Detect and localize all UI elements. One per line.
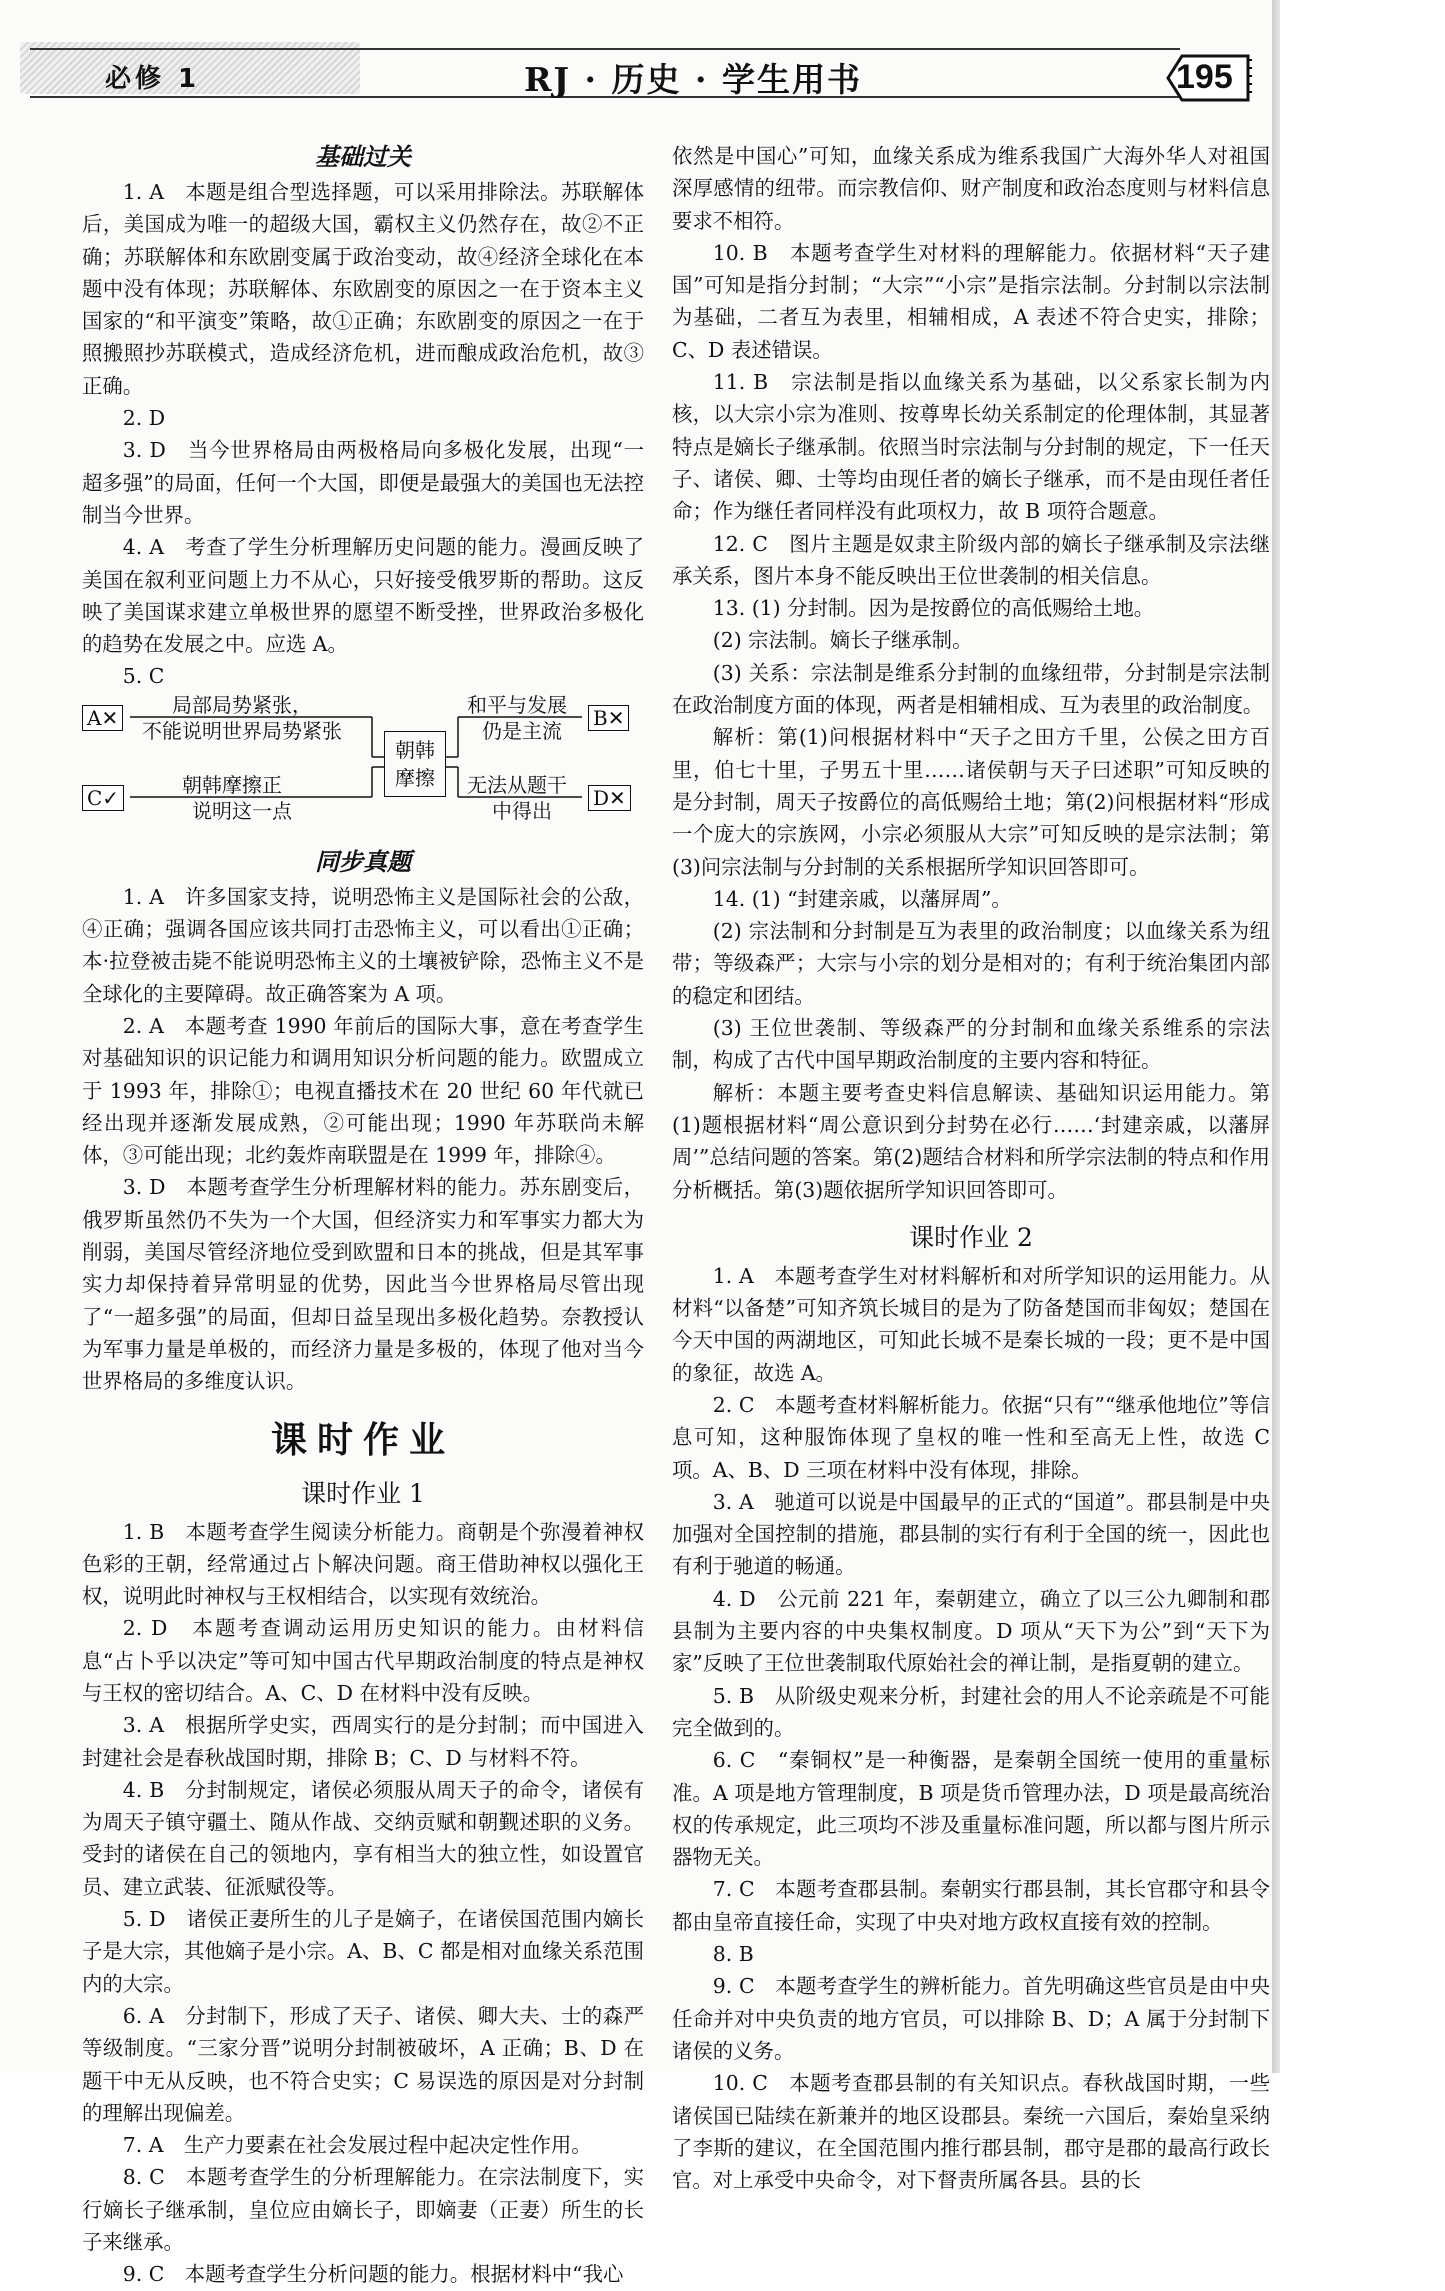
answer-item: 3. D 当今世界格局由两极格局向多极化发展，出现“一超多强”的局面，任何一个大国，即便是最强大的美国也无法控制当今世界。 [82, 438, 644, 527]
diagram-c-line1: 朝韩摩擦正 [182, 772, 282, 797]
diagram-a-line1: 局部局势紧张， [172, 692, 312, 717]
diagram-option-d: D✕ [588, 785, 631, 811]
answer-item: 10. C 本题考查郡县制的有关知识点。春秋战国时期，一些诸侯国已陆续在新兼并的地区设郡县。秦统一六国后，秦始皇采纳了李斯的建议，在全国范围内推行郡县制，郡守是郡的最高行政长官。对上承受中央命令，对下督责所属各县。县的长 [672, 2071, 1270, 2193]
answer-item: 9. C 本题考查学生的辨析能力。首先明确这些官员是由中央任命并对中央负责的地方官员，可以排除 B、D；A 属于分封制下诸侯的义务。 [672, 1974, 1270, 2063]
answer-item: 1. A 本题是组合型选择题，可以采用排除法。苏联解体后，美国成为唯一的超级大国，霸权主义仍然存在，故②不正确；苏联解体和东欧剧变属于政治变动，故④经济全球化在本题中没有体现；苏联解体、东欧剧变的原因之一在于资本主义国家的“和平演变”策略，故①正确；东欧剧变的原因之一在于照搬照抄苏联模式，造成经济危机，进而酿成政治危机，故③正确。 [82, 180, 644, 398]
answer-item: (3) 王位世袭制、等级森严的分封制和血缘关系维系的宗法制，构成了古代中国早期政治制度的主要内容和特征。 [672, 1016, 1270, 1073]
answer-item: 5. B 从阶级史观来分析，封建社会的用人不论亲疏是不可能完全做到的。 [672, 1683, 1270, 1740]
answer-item: 9. C 本题考查学生分析问题的能力。根据材料中“我心 [122, 2262, 624, 2287]
answer-item: (2) 宗法制。嫡长子继承制。 [712, 628, 973, 653]
left-column [82, 138, 644, 2291]
answer-item: 6. A 分封制下，形成了天子、诸侯、卿大夫、士的森严等级制度。“三家分晋”说明分封制被破坏，A 正确；B、D 在题干中无从反映，也不符合史实；C 易误选的原因是对分封制的理解出现偏差。 [82, 2003, 644, 2125]
diagram-c-line2: 说明这一点 [192, 798, 292, 823]
answer-item: 14. (1) “封建亲戚，以藩屏周”。 [712, 886, 1012, 911]
answer-item: 解析：本题主要考查史料信息解读、基础知识运用能力。第(1)题根据材料“周公意识到分封势在必行……‘封建亲戚，以藩屏周’”总结问题的答案。第(2)题结合材料和所学宗法制的特点和作用分析概括。第(3)题依据所学知识回答即可。 [672, 1080, 1270, 1202]
header-volume: 必修 1 [105, 64, 201, 94]
diagram-b-line2: 仍是主流 [482, 718, 562, 743]
answer-item: 5. C [122, 664, 165, 689]
answer-item: 6. C “秦铜权”是一种衡器，是秦朝全国统一使用的重量标准。A 项是地方管理制度，B 项是货币管理办法，D 项是最高统治权的传承规定，此三项均不涉及重量标准问题，所以都与图片所示器物无关。 [672, 1748, 1270, 1870]
answer-item: 1. A 许多国家支持，说明恐怖主义是国际社会的公敌，④正确；强调各国应该共同打击恐怖主义，可以看出①正确；本·拉登被击毙不能说明恐怖主义的土壤被铲除，恐怖主义不是全球化的主要障碍。故正确答案为 A 项。 [82, 884, 644, 1006]
header-title: RJ · 历史 · 学生用书 [524, 60, 862, 99]
answer-item: 2. A 本题考查 1990 年前后的国际大事，意在考查学生对基础知识的识记能力和调用知识分析问题的能力。欧盟成立于 1993 年，排除①；电视直播技术在 20 世纪 60 年代就已经出现并逐渐发展成熟，②可能出现；1990 年苏联尚未解体，③可能出现；北约轰炸南联盟是在 1999 年，排除④。 [82, 1013, 644, 1168]
answer-item: 2. D 本题考查调动运用历史知识的能力。由材料信息“占卜乎以决定”等可知中国古代早期政治制度的特点是神权与王权的密切结合。A、C、D 在材料中没有反映。 [82, 1616, 644, 1705]
diagram-center-box [384, 731, 446, 797]
answer-item: 7. A 生产力要素在社会发展过程中起决定性作用。 [122, 2133, 592, 2158]
subsection-title-1: 课时作业 1 [301, 1478, 425, 1508]
answer-item: (3) 关系：宗法制是维系分封制的血缘纽带，分封制是宗法制在政治制度方面的体现，两者是相辅相成、互为表里的政治制度。 [672, 660, 1270, 718]
diagram-option-a: A✕ [82, 705, 123, 731]
answer-item: 7. C 本题考查郡县制。秦朝实行郡县制，其长官郡守和县令都由皇帝直接任命，实现了中央对地方政权直接有效的控制。 [672, 1877, 1270, 1934]
page-margin [1280, 0, 1445, 2073]
diagram-center-line1: 朝韩 [395, 737, 435, 762]
answer-item: 1. B 本题考查学生阅读分析能力。商朝是个弥漫着神权色彩的王朝，经常通过占卜解决问题。商王借助神权以强化王权，说明此时神权与王权相结合，以实现有效统治。 [82, 1519, 644, 1609]
chapter-title: 课时作业 [270, 1419, 455, 1461]
diagram-b-line1: 和平与发展 [467, 692, 567, 717]
right-column [672, 140, 1270, 2196]
answer-item: 3. A 驰道可以说是中国最早的正式的“国道”。郡县制是中央加强对全国控制的措施，郡县制的实行有利于全国的统一，因此也有利于驰道的畅通。 [672, 1489, 1270, 1579]
answer-item: (2) 宗法制和分封制是互为表里的政治制度；以血缘关系为纽带；等级森严；大宗与小宗的划分是相对的；有利于统治集团内部的稳定和团结。 [672, 919, 1270, 1008]
subsection-title-2: 课时作业 2 [909, 1222, 1033, 1252]
header-rule-top [30, 48, 1180, 50]
analysis-diagram [82, 692, 644, 839]
page-number: 195 [1176, 58, 1233, 96]
answer-item: 2. D [122, 406, 166, 431]
answer-item: 4. D 公元前 221 年，秦朝建立，确立了以三公九卿制和郡县制为主要内容的中央集权制度。D 项从“天下为公”到“天下为家”反映了王位世袭制取代原始社会的禅让制，是指夏朝的建立。 [672, 1586, 1270, 1676]
diagram-center-line2: 摩擦 [395, 765, 435, 790]
diagram-option-c: C✓ [82, 785, 124, 811]
answer-item: 3. D 本题考查学生分析理解材料的能力。苏东剧变后，俄罗斯虽然仍不失为一个大国，但经济实力和军事实力都大为削弱，美国尽管经济地位受到欧盟和日本的挑战，但是其军事实力却保持着异常明显的优势，因此当今世界格局尽管出现了“一超多强”的局面，但却日益呈现出多极化趋势。奈教授认为军事力量是单极的，而经济力量是多极的，体现了他对当今世界格局的多维度认识。 [82, 1175, 644, 1394]
answer-item: 2. C 本题考查材料解析能力。依据“只有”“继承他地位”等信息可知，这种服饰体现了皇权的唯一性和至高无上性，故选 C 项。A、B、D 三项在材料中没有体现，排除。 [672, 1392, 1270, 1482]
answer-item: 5. D 诸侯正妻所生的儿子是嫡子，在诸侯国范围内嫡长子是大宗，其他嫡子是小宗。A、B、C 都是相对血缘关系范围内的大宗。 [82, 1907, 644, 1996]
answer-item: 3. A 根据所学史实，西周实行的是分封制；而中国进入封建社会是春秋战国时期，排除 B；C、D 与材料不符。 [82, 1713, 644, 1770]
answer-item: 解析：第(1)问根据材料中“天子之田方千里，公侯之田方百里，伯七十里，子男五十里……诸侯朝与天子曰述职”可知反映的是分封制，周天子按爵位的高低赐给土地；第(2)问根据材料“形成一个庞大的宗族网，小宗必须服从大宗”可知反映的是宗法制；第(3)问宗法制与分封制的关系根据所学知识回答即可。 [672, 725, 1270, 879]
answer-item: 1. A 本题考查学生对材料解析和对所学知识的运用能力。从材料“以备楚”可知齐筑长城目的是为了防备楚国而非匈奴；楚国在今天中国的两湖地区，可知此长城不是秦长城的一段；更不是中国的象征，故选 A。 [672, 1263, 1270, 1385]
answer-item: 8. C 本题考查学生的分析理解能力。在宗法制度下，实行嫡长子继承制，皇位应由嫡长子，即嫡妻（正妻）所生的长子来继承。 [82, 2165, 644, 2255]
diagram-d-line2: 中得出 [492, 798, 552, 823]
answer-continuation: 依然是中国心”可知，血缘关系成为维系我国广大海外华人对祖国深厚感情的纽带。而宗教信仰、财产制度和政治态度则与材料信息要求不相符。 [672, 144, 1270, 233]
diagram-d-line1: 无法从题干 [467, 772, 567, 797]
answer-item: 12. C 图片主题是奴隶主阶级内部的嫡长子继承制及宗法继承关系，图片本身不能反映出王位世袭制的相关信息。 [672, 531, 1270, 588]
answer-item: 11. B 宗法制是指以血缘关系为基础，以父系家长制为内核，以大宗小宗为准则、按尊卑长幼关系制定的伦理体制，其显著特点是嫡长子继承制。依照当时宗法制与分封制的规定，下一任天子、诸侯、卿、士等均由现任者的嫡长子继承，而不是由现任者任命；作为继任者同样没有此项权力，故 B 项符合题意。 [672, 370, 1270, 524]
answer-item: 4. B 分封制规定，诸侯必须服从周天子的命令，诸侯有为周天子镇守疆土、随从作战、交纳贡赋和朝觐述职的义务。受封的诸侯在自己的领地内，享有相当大的独立性，如设置官员、建立武装、征派赋役等。 [82, 1777, 644, 1899]
section-title-jichu: 基础过关 [315, 142, 411, 171]
diagram-a-line2: 不能说明世界局势紧张 [142, 718, 342, 743]
answer-item: 8. B [712, 1942, 754, 1967]
section-title-tongbu: 同步真题 [315, 846, 411, 876]
answer-item: 10. B 本题考查学生对材料的理解能力。依据材料“天子建国”可知是指分封制；“大宗”“小宗”是指宗法制。分封制以宗法制为基础，二者互为表里，相辅相成，A 表述不符合史实，排除；C、D 表述错误。 [672, 240, 1270, 362]
answer-item: 13. (1) 分封制。因为是按爵位的高低赐给土地。 [712, 596, 1155, 621]
diagram-option-b: B✕ [588, 705, 629, 731]
answer-item: 4. A 考查了学生分析理解历史问题的能力。漫画反映了美国在叙利亚问题上力不从心，只好接受俄罗斯的帮助。这反映了美国谋求建立单极世界的愿望不断受挫，世界政治多极化的趋势在发展之中。应选 A。 [82, 535, 644, 657]
